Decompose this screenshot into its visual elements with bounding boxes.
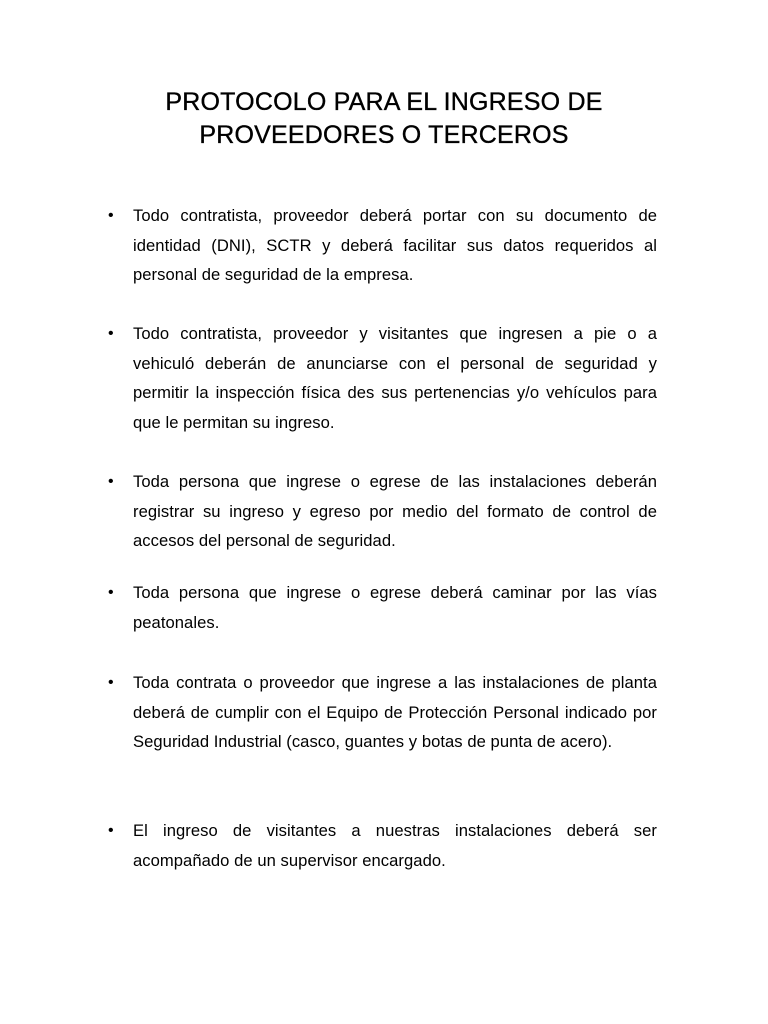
bullet-icon: • [108,674,114,691]
bullet-icon: • [108,207,114,224]
list-item-text: Todo contratista, proveedor y visitantes que ingresen a pie o a vehiculó deberán de anunciarse con el personal de seguridad y permitir la inspección física des sus pertenencias y/o vehículos para que le permitan su ingreso. [133,324,657,432]
title-line-1: PROTOCOLO PARA EL INGRESO DE [165,88,603,116]
list-item-text: Todo contratista, proveedor deberá portar con su documento de identidad (DNI), SCTR y deberá facilitar sus datos requeridos al personal de seguridad de la empresa. [133,206,657,284]
title-line-2: PROVEEDORES O TERCEROS [199,121,569,149]
list-item-text: Toda contrata o proveedor que ingrese a las instalaciones de planta deberá de cumplir con el Equipo de Protección Personal indicado por Seguridad Industrial (casco, guantes y botas de punta de acero). [133,673,657,751]
list-item [108,578,657,637]
list-item-text: Toda persona que ingrese o egrese de las instalaciones deberán registrar su ingreso y egreso por medio del formato de control de accesos del personal de seguridad. [133,472,657,550]
list-item-text: Toda persona que ingrese o egrese deberá caminar por las vías peatonales. [133,583,657,632]
bullet-icon: • [108,325,114,342]
list-item [108,201,657,290]
list-item-text: El ingreso de visitantes a nuestras instalaciones deberá ser acompañado de un supervisor encargado. [133,821,657,870]
bullet-icon: • [108,473,114,490]
document-title [80,86,688,152]
bullet-icon: • [108,822,114,839]
list-item [108,816,657,875]
list-item [108,319,657,437]
list-item [108,467,657,556]
bullet-icon: • [108,584,114,601]
list-item [108,668,657,757]
